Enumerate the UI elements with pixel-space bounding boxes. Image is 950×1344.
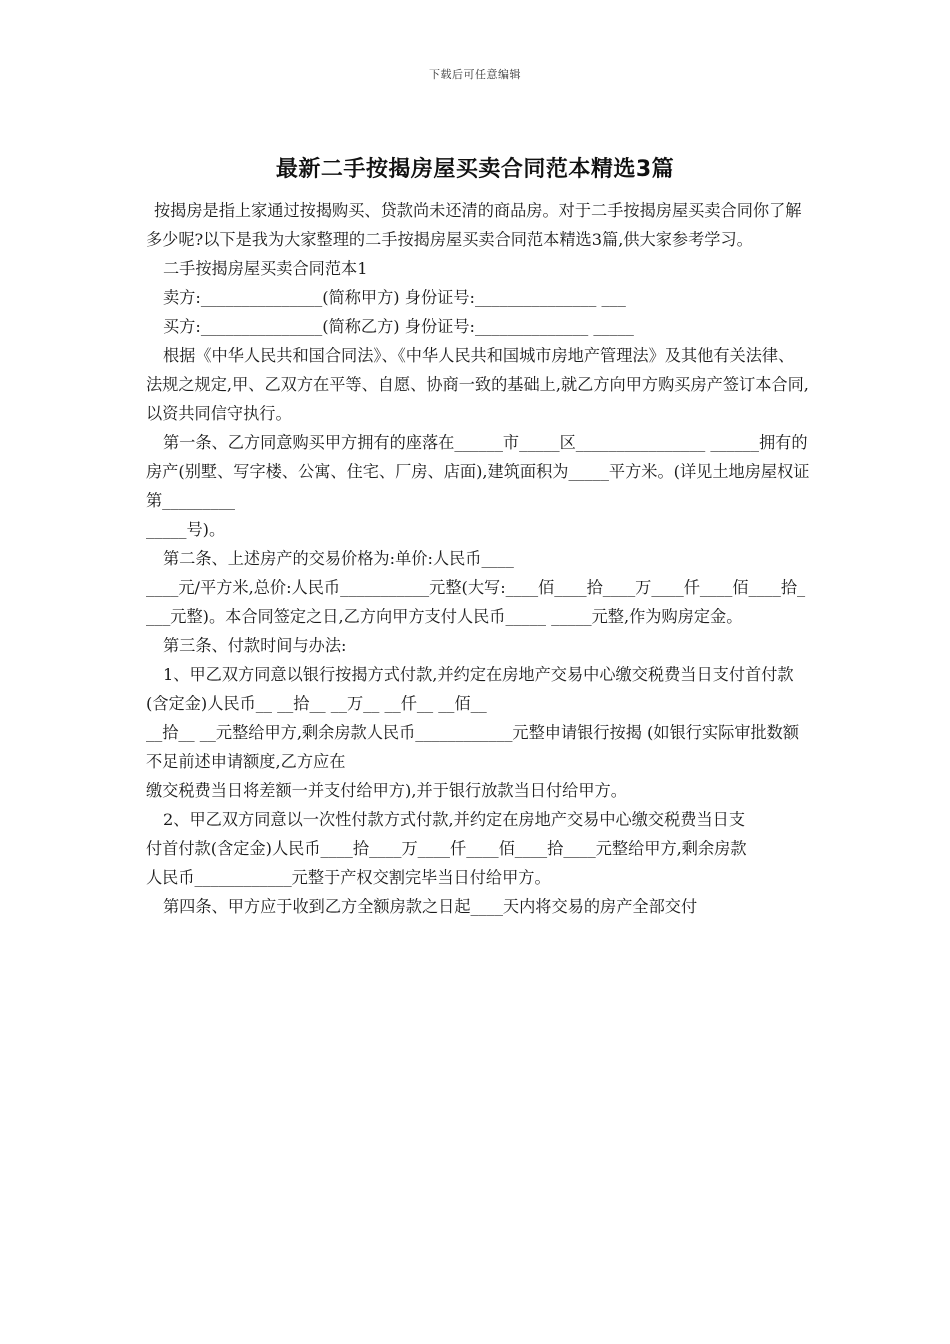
seller-line: 卖方:_______________(简称甲方) 身份证号:_______________ ___ <box>163 288 626 307</box>
article-1-paragraph: 第一条、乙方同意购买甲方拥有的座落在______市_____区________________ ______拥有的房产(别墅、写字楼、公寓、住宅、厂房、店面),建筑面积为_____平方米。(详见土地房屋权证第_________ <box>146 433 810 510</box>
payment-method-1-continuation: __拾__ __元整给甲方,剩余房款人民币____________元整申请银行按揭 (如银行实际审批数额不足前述申请额度,乙方应在 <box>146 723 800 771</box>
buyer-line: 买方:_______________(简称乙方) 身份证号:______________ _____ <box>163 317 634 336</box>
article-4-paragraph: 第四条、甲方应于收到乙方全额房款之日起____天内将交易的房产全部交付 <box>163 897 698 916</box>
payment-method-2: 2、甲乙双方同意以一次性付款方式付款,并约定在房地产交易中心缴交税费当日支 <box>163 810 746 829</box>
payment-method-1: 1、甲乙双方同意以银行按揭方式付款,并约定在房地产交易中心缴交税费当日支付首付款(含定金)人民币__ __拾__ __万__ __仟__ __佰__ <box>146 665 794 713</box>
section-heading-contract-1: 二手按揭房屋买卖合同范本1 <box>163 259 368 278</box>
intro-paragraph: 按揭房是指上家通过按揭购买、贷款尚未还清的商品房。对于二手按揭房屋买卖合同你了解多少呢?以下是我为大家整理的二手按揭房屋买卖合同范本精选3篇,供大家参考学习。 <box>146 201 802 249</box>
document-body <box>146 196 810 921</box>
article-1-continuation: _____号)。 <box>146 520 226 539</box>
article-2-paragraph: 第二条、上述房产的交易价格为:单价:人民币____ <box>163 549 514 568</box>
preamble-paragraph: 根据《中华人民共和国合同法》、《中华人民共和国城市房地产管理法》及其他有关法律、法规之规定,甲、乙双方在平等、自愿、协商一致的基础上,就乙方向甲方购买房产签订本合同,以资共同信守执行。 <box>146 346 809 423</box>
document-title: 最新二手按揭房屋买卖合同范本精选3篇 <box>275 157 675 182</box>
payment-method-1-end: 缴交税费当日将差额一并支付给甲方),并于银行放款当日付给甲方。 <box>146 781 627 800</box>
payment-method-2-end: 人民币____________元整于产权交割完毕当日付给甲方。 <box>146 868 551 887</box>
article-2-continuation: ____元/平方米,总价:人民币___________元整(大写:____佰____拾____万____仟____佰____拾____元整)。本合同签定之日,乙方向甲方支付人民币_____ _____元整,作为购房定金。 <box>146 578 806 626</box>
article-3-heading: 第三条、付款时间与办法: <box>163 636 347 655</box>
payment-method-2-continuation: 付首付款(含定金)人民币____拾____万____仟____佰____拾____元整给甲方,剩余房款 <box>146 839 747 858</box>
header-note: 下载后可任意编辑 <box>429 68 521 81</box>
